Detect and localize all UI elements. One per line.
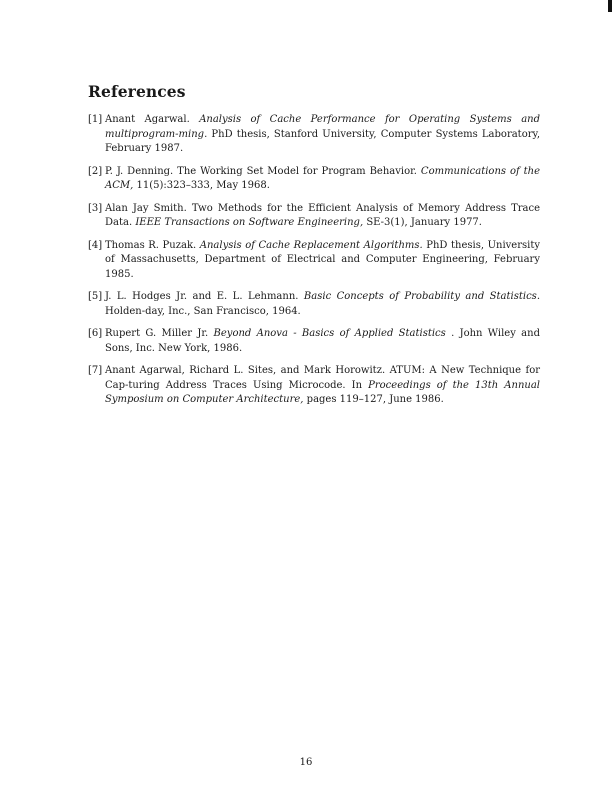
reference-item [88, 364, 540, 408]
reference-text [105, 327, 540, 356]
reference-title: Analysis of Cache Replacement Algorithms. [199, 239, 423, 251]
reference-item [88, 290, 540, 319]
reference-text [105, 364, 540, 408]
reference-segment: 11(5):323–333, May 1968. [133, 180, 270, 191]
reference-title: Beyond Anova - Basics of Applied Statistics [213, 328, 446, 339]
reference-segment: Thomas R. Puzak. [105, 239, 200, 251]
reference-title: Basic Concepts of Probability and Statistics. [303, 291, 540, 302]
reference-segment: Holden-day, Inc., San Francisco, 1964. [105, 305, 301, 317]
references-heading: References [88, 82, 186, 101]
reference-item [88, 113, 540, 157]
reference-item [88, 327, 540, 356]
reference-list [88, 113, 540, 416]
reference-item [88, 165, 540, 194]
reference-segment: pages 119–127, June 1986. [303, 394, 444, 405]
reference-segment: PhD thesis, Stanford University, Computer Systems Laboratory, February 1987. [105, 128, 540, 154]
reference-title: Proceedings of the 13th Annual Symposium on Computer Architecture, [105, 379, 540, 405]
scan-edge-mark [608, 0, 612, 12]
reference-item [88, 239, 540, 283]
reference-number: [7] [88, 365, 103, 376]
reference-segment: Anant Agarwal, Richard L. Sites, and Mark Horowitz. ATUM: A New Technique for Cap-turing Address Traces Using Microcode. In [105, 365, 540, 391]
reference-text [105, 202, 540, 231]
reference-text [105, 239, 540, 283]
reference-number: [5] [88, 291, 103, 302]
reference-title: Communications of the ACM, [105, 165, 540, 191]
reference-number: [6] [88, 328, 103, 339]
reference-text [105, 165, 540, 194]
reference-number: [3] [88, 202, 103, 214]
reference-segment: PhD thesis, University of Massachusetts, Department of Electrical and Computer Engineering, February 1985. [105, 239, 541, 280]
reference-segment: Anant Agarwal. [105, 114, 200, 125]
reference-segment: Alan Jay Smith. Two Methods for the Efficient Analysis of Memory Address Trace Data. [105, 202, 540, 228]
page-number: 16 [299, 757, 313, 768]
reference-segment: Rupert G. Miller Jr. [105, 328, 214, 339]
reference-number: [1] [88, 114, 103, 125]
reference-title: IEEE Transactions on Software Engineering, [135, 217, 364, 228]
reference-segment: . John Wiley and Sons, Inc. New York, 1986. [105, 328, 540, 354]
reference-segment: J. L. Hodges Jr. and E. L. Lehmann. [105, 291, 304, 302]
reference-title: Analysis of Cache Performance for Operating Systems and multiprogram-ming. [105, 114, 540, 140]
reference-number: [4] [88, 239, 103, 251]
reference-text [105, 290, 540, 319]
reference-text [105, 113, 540, 157]
reference-item [88, 202, 540, 231]
reference-segment: P. J. Denning. The Working Set Model for Program Behavior. [105, 165, 421, 177]
reference-segment: SE-3(1), January 1977. [363, 217, 482, 228]
reference-number: [2] [88, 165, 103, 177]
